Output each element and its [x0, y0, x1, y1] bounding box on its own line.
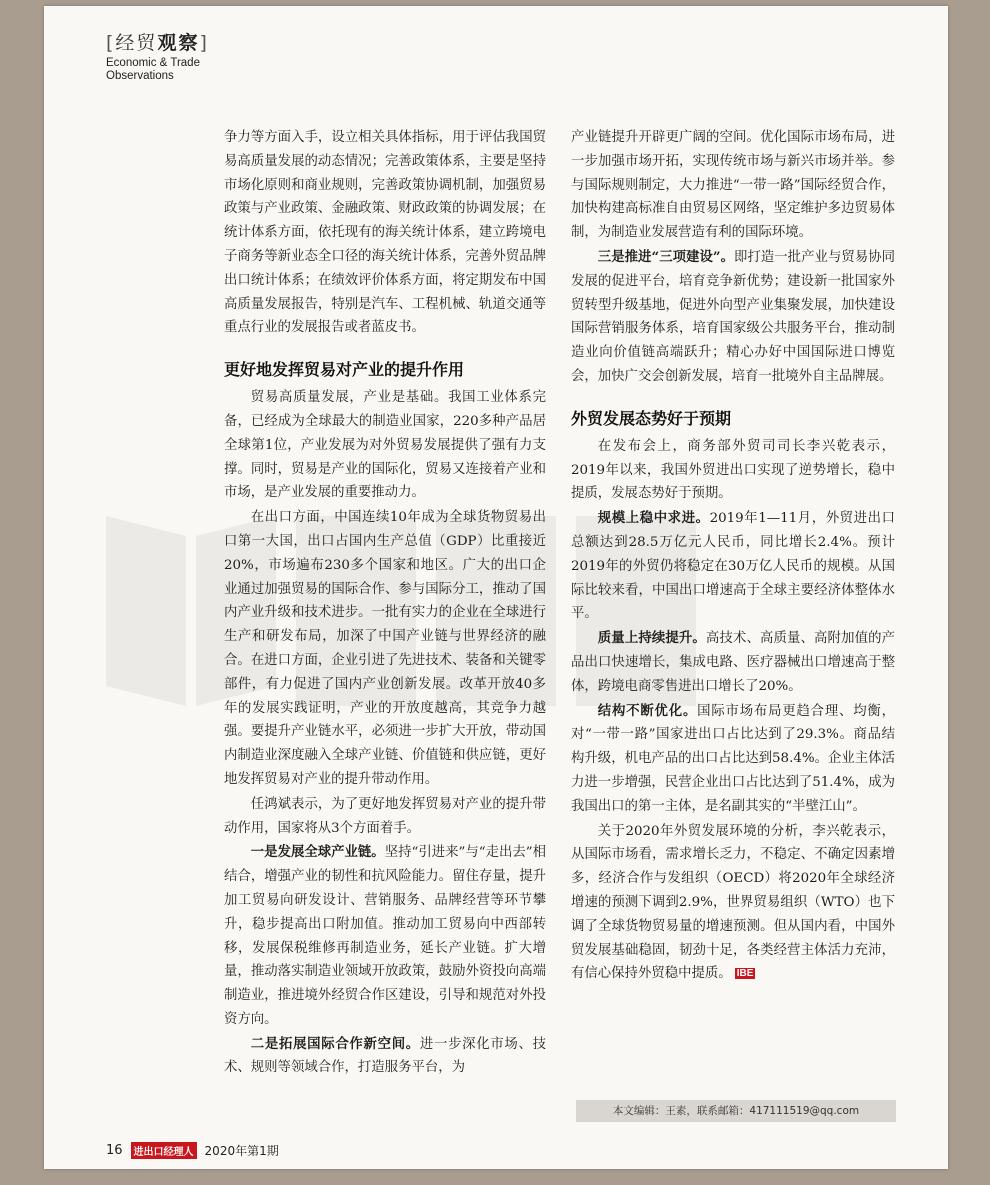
paragraph-body: 2019年1—11月，外贸进出口总额达到28.5万亿元人民币，同比增长2.4%。预计2019年的外贸仍将稳定在30万亿人民币的规模。从国际比较来看，中国出口增速高于全球主要经济体整体水平。 — [571, 511, 895, 622]
paragraph — [571, 246, 895, 389]
section-heading: 更好地发挥贸易对产业的提升作用 — [224, 360, 465, 380]
editor-note: 本文编辑：王素，联系邮箱：417111519@qq.com — [576, 1100, 896, 1122]
paragraph-body: 高技术、高质量、高附加值的产品出口快速增长，集成电路、医疗器械出口增速高于整体，跨境电商零售进出口增长了20%。 — [571, 631, 896, 694]
paragraph-lead: 质量上持续提升。 — [597, 630, 706, 647]
magazine-name: 进出口经理人 — [131, 1142, 197, 1159]
paragraph-lead: 二是拓展国际合作新空间。 — [250, 1035, 420, 1052]
magazine-page — [44, 6, 948, 1169]
paragraph — [224, 1033, 546, 1081]
paragraph — [571, 507, 895, 626]
section-title — [106, 30, 209, 56]
paragraph — [571, 820, 895, 987]
paragraph-body: 进一步深化市场、技术、规则等领域合作，打造服务平台，为 — [224, 1036, 547, 1076]
paragraph — [571, 627, 895, 698]
paragraph-lead: 一是发展全球产业链。 — [250, 844, 385, 861]
bracket-close: ] — [199, 32, 209, 54]
paragraph-body: 关于2020年外贸发展环境的分析，李兴乾表示，从国际市场看，需求增长乏力，不稳定、不确定因素增多，经济合作与发组织（OECD）将2020年全球经济增速的预测下调到2.9%，世界贸易组织（WTO）也下调了全球货物贸易量的增速预测。但从国内看，中国外贸发展基础稳固，韧劲十足，各类经营主体活力充沛，有信心保持外贸稳中提质。 — [571, 823, 895, 982]
left-column — [224, 126, 546, 1080]
paragraph — [571, 700, 895, 819]
paragraph: 在出口方面，中国连续10年成为全球货物贸易出口第一大国，出口占国内生产总值（GDP）比重接近20%，市场遍布230多个国家和地区。广大的出口企业通过加强贸易的国际合作、参与国际分工，推动了国内产业升级和技术进步。一批有实力的企业在全球进行生产和研发布局，加深了中国产业链与世界经济的融合。在进口方面，企业引进了先进技术、装备和关键零部件，有力促进了国内产业创新发展。改革开放40多年的发展实践证明，产业的开放度越高，其竞争力越强。要提升产业链水平，必须进一步扩大开放，带动国内制造业深度融入全球产业链、价值链和供应链，更好地发挥贸易对产业的提升带动作用。 — [224, 510, 546, 787]
paragraph-body: 坚持“引进来”与“走出去”相结合，增强产业的韧性和抗风险能力。留住存量，提升加工贸易向研发设计、营销服务、品牌经营等环节攀升，稳步提高出口附加值。推动加工贸易向中西部转移，发展保税维修再制造业务，延长产业链。扩大增量，推动落实制造业领域开放政策，鼓励外资投向高端制造业，推进境外经贸合作区建设，引导和规范对外投资方向。 — [224, 845, 546, 1027]
paragraph: 任鸿斌表示，为了更好地发挥贸易对产业的提升带动作用，国家将从3个方面着手。 — [224, 796, 546, 836]
paragraph: 产业链提升开辟更广阔的空间。优化国际市场布局，进一步加强市场开拓，实现传统市场与新兴市场并举。参与国际规则制定，大力推进“一带一路”国际经贸合作，加快构建高标准自由贸易区网络，坚定维护多边贸易体制，为制造业发展营造有利的国际环境。 — [571, 130, 895, 241]
paragraph-body: 即打造一批产业与贸易协同发展的促进平台，培育竞争新优势；建设新一批国家外贸转型升级基地，促进外向型产业集聚发展，加快建设国际营销服务体系，培育国家级公共服务平台，推动制造业向价值链高端跃升；精心办好中国国际进口博览会，加快广交会创新发展，培育一批境外自主品牌展。 — [571, 249, 895, 384]
issue-label: 2020年第1期 — [204, 1144, 279, 1158]
section-title-bold: 观察 — [157, 32, 200, 54]
paragraph: 争力等方面入手，设立相关具体指标，用于评估我国贸易高质量发展的动态情况；完善政策体系，主要是坚持市场化原则和商业规则，完善政策协调机制，加强贸易政策与产业政策、金融政策、财政政策的协调发展；在统计体系方面，依托现有的海关统计体系，建立跨境电子商务等新业态全口径的海关统计体系，完善外贸品牌出口统计体系；在绩效评价体系方面，将定期发布中国高质量发展报告，特别是汽车、工程机械、轨道交通等重点行业的发展报告或者蓝皮书。 — [224, 130, 546, 336]
paragraph: 贸易高质量发展，产业是基础。我国工业体系完备，已经成为全球最大的制造业国家，220多种产品居全球第1位，产业发展为对外贸易发展提供了强有力支撑。同时，贸易是产业的国际化，贸易又连接着产业和市场，是产业发展的重要推动力。 — [224, 390, 546, 501]
paragraph-lead: 三是推进“三项建设”。 — [597, 248, 735, 265]
paragraph-lead: 结构不断优化。 — [597, 702, 698, 719]
section-title-light: 经贸 — [115, 32, 158, 54]
section-subtitle-line1: Economic & Trade — [106, 57, 200, 69]
paragraph-body: 国际市场布局更趋合理、均衡，对“一带一路”国家进出口占比达到了29.3%。商品结构升级，机电产品的出口占比达到58.4%。企业主体活力进一步增强，民营企业出口占比达到了51.4%，成为我国出口的第一主体，是名副其实的“半壁江山”。 — [571, 703, 896, 814]
end-mark: IBE — [736, 968, 754, 980]
page-number: 16 — [106, 1143, 123, 1158]
paragraph — [224, 841, 546, 1031]
bracket-open: [ — [106, 32, 116, 54]
right-column — [571, 126, 895, 986]
section-header — [106, 30, 209, 82]
page-footer — [106, 1142, 279, 1159]
section-heading: 外贸发展态势好于预期 — [571, 408, 732, 428]
paragraph-lead: 规模上稳中求进。 — [597, 510, 710, 527]
section-subtitle-line2: Observations — [106, 70, 174, 82]
paragraph: 在发布会上，商务部外贸司司长李兴乾表示，2019年以来，我国外贸进出口实现了逆势增长，稳中提质，发展态势好于预期。 — [571, 438, 895, 502]
